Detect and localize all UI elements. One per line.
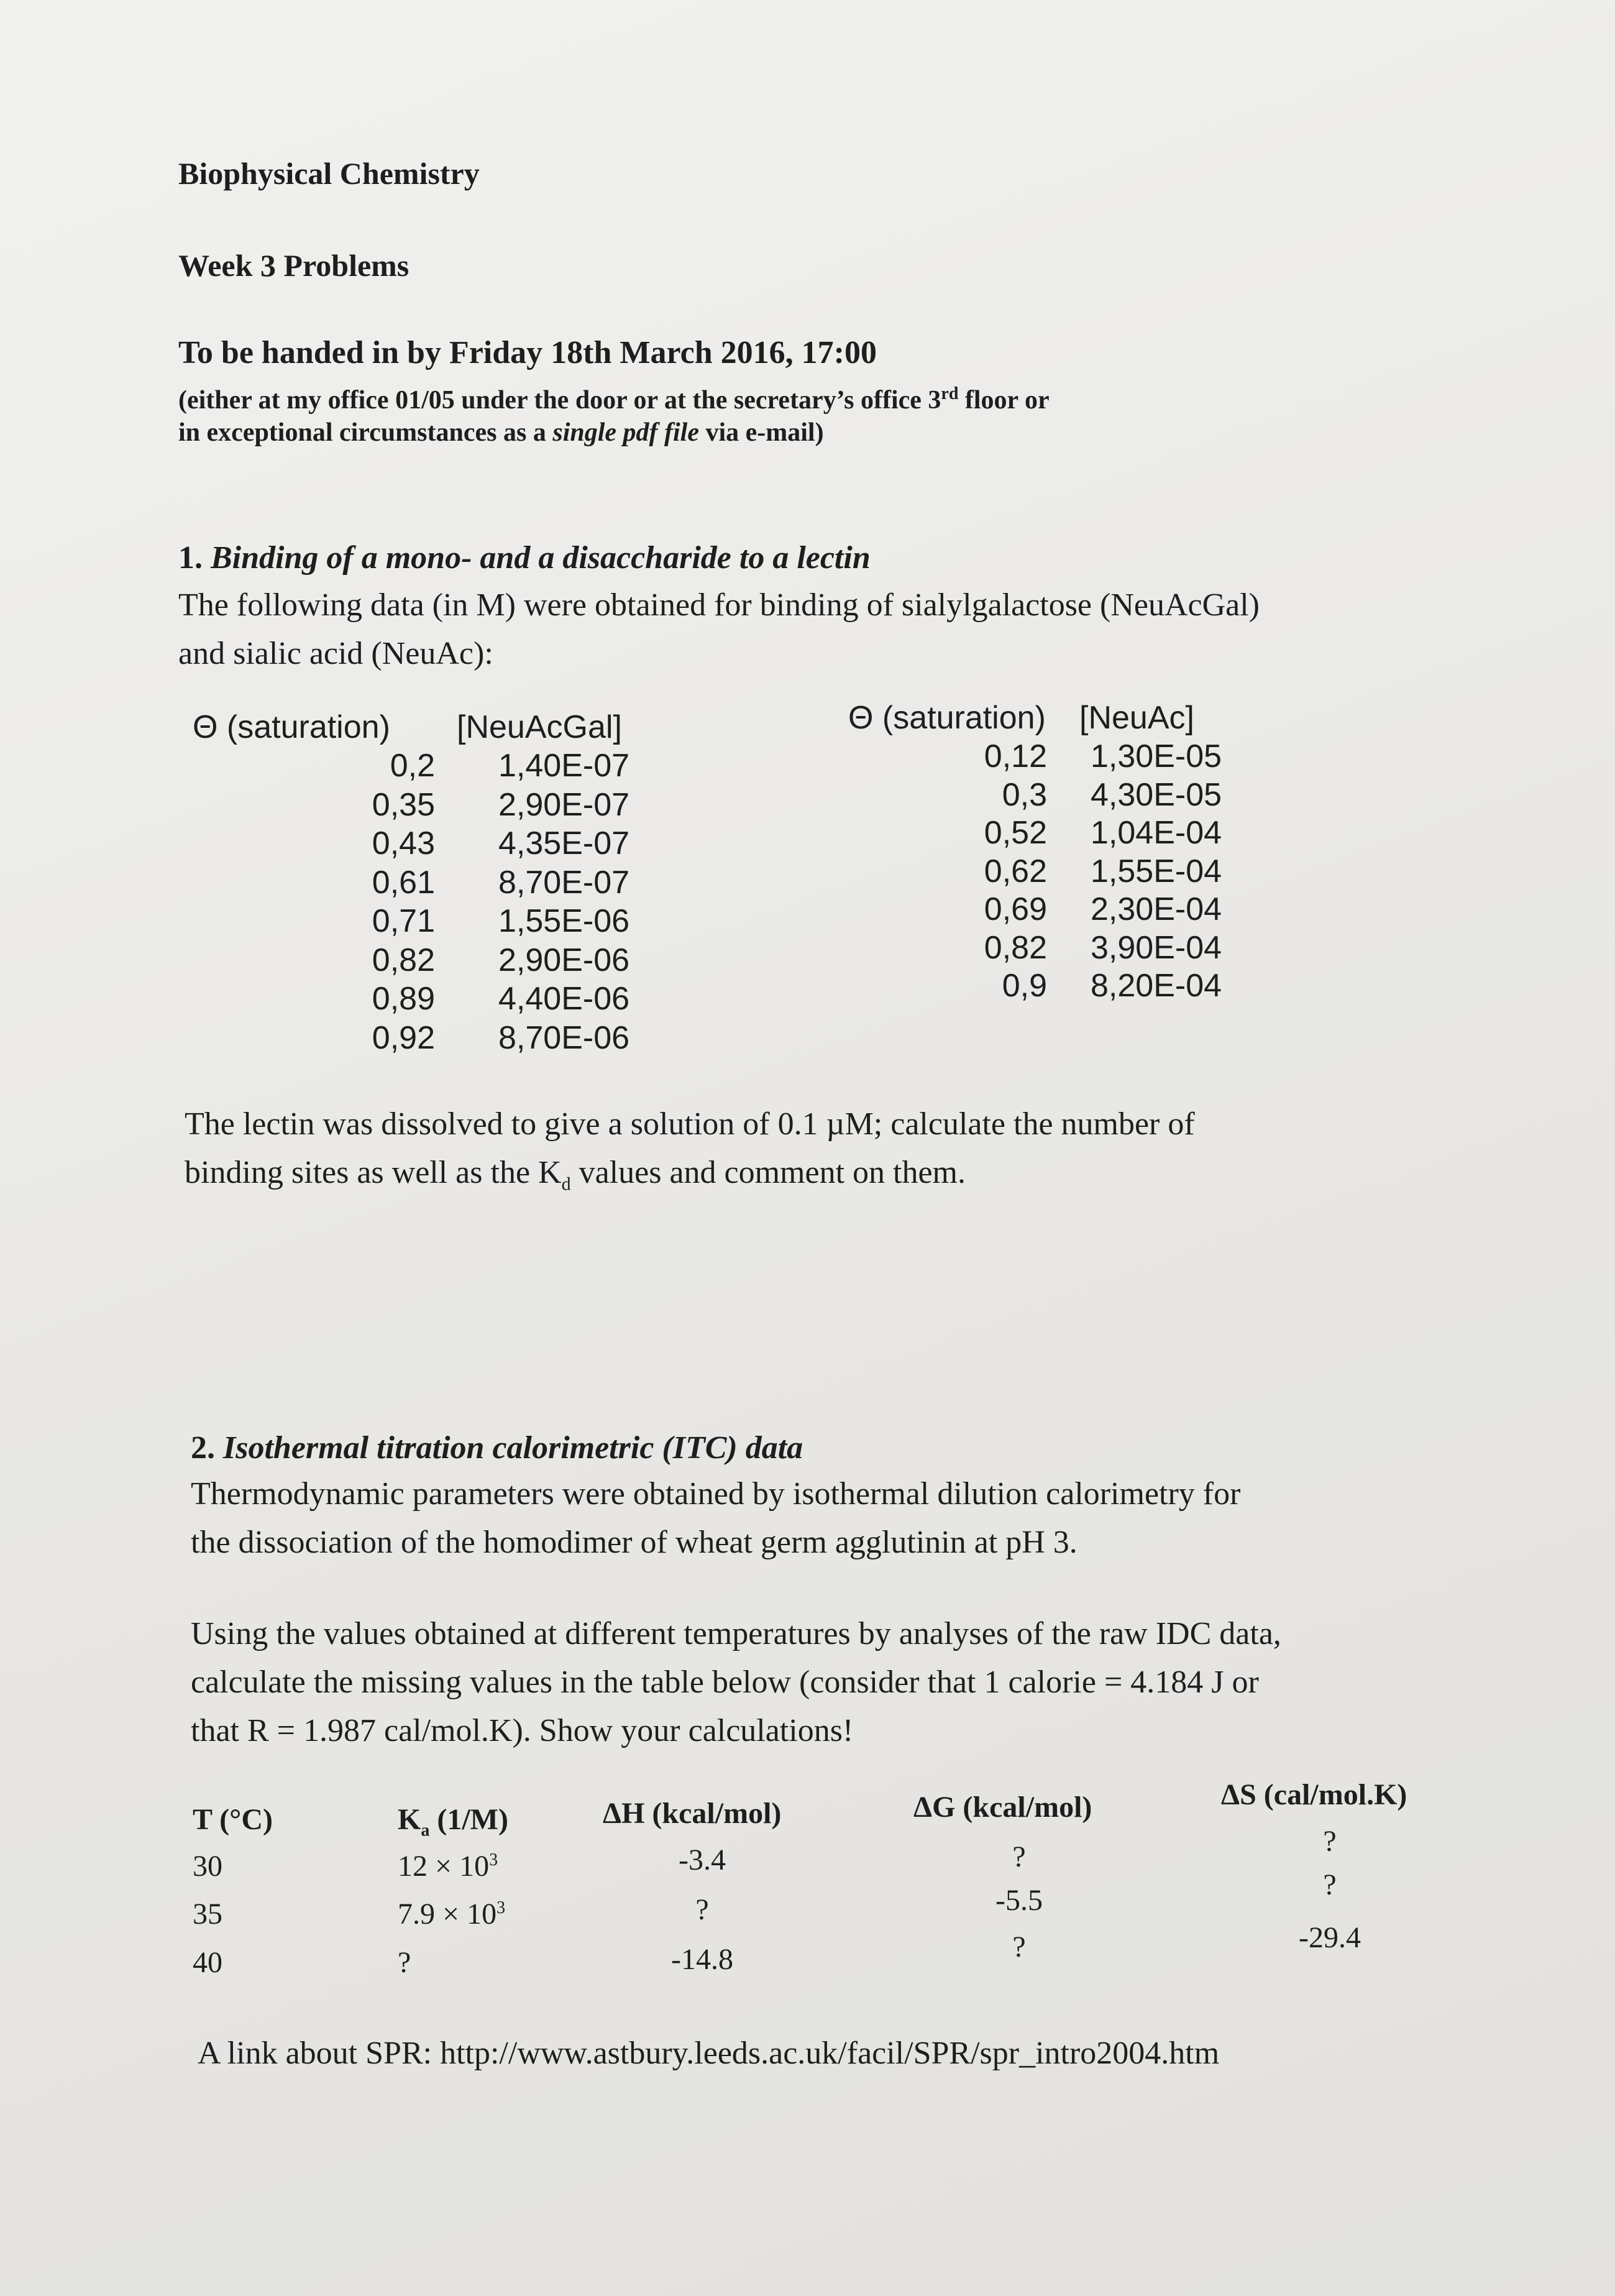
table-header-theta: Θ (saturation) [193,709,390,745]
course-title: Biophysical Chemistry [178,156,480,191]
theta-value: 0,9 [1002,968,1047,1004]
itc-dh: -3.4 [679,1844,726,1876]
theta-value: 0,2 [390,748,435,784]
theta-value: 0,61 [372,864,435,901]
itc-dg: ? [1012,1931,1026,1963]
itc-ds: -29.4 [1299,1921,1361,1954]
itc-header-ka: $K_a$ (1/M) [398,1803,508,1840]
concentration-value: 2,30E-04 [1091,891,1222,927]
week-title: Week 3 Problems [178,248,409,283]
itc-ka: $12 \times 10^3$ [398,1850,498,1883]
concentration-value: 2,90E-06 [498,942,630,978]
table-header-theta: Θ (saturation) [848,700,1046,736]
theta-value: 0,71 [372,903,435,939]
itc-header-dg: ΔG (kcal/mol) [913,1791,1092,1824]
theta-value: 0,62 [984,853,1047,889]
concentration-value: 1,40E-07 [498,748,630,784]
problem1-heading: 1. Binding of a mono- and a disaccharide to a lectin [178,540,871,576]
concentration-value: 4,35E-07 [498,825,630,861]
concentration-value: 2,90E-07 [498,786,630,823]
theta-value: 0,82 [372,942,435,978]
problem1-question-line1: The lectin was dissolved to give a solution of 0.1 µM; calculate the number of [185,1106,1195,1142]
concentration-value: 8,70E-07 [498,864,630,901]
itc-temperature: 30 [193,1850,222,1883]
problem1-intro-line1: The following data (in M) were obtained for binding of sialylgalactose (NeuAcGal) [178,587,1260,623]
theta-value: 0,3 [1002,776,1047,813]
itc-dh: ? [695,1893,709,1926]
concentration-value: 3,90E-04 [1091,929,1222,966]
itc-ka: $7.9 \times 10^3$ [398,1898,506,1931]
theta-value: 0,69 [984,891,1047,927]
concentration-value: 1,30E-05 [1091,738,1222,774]
problem2-para1-line1: Thermodynamic parameters were obtained by isothermal dilution calorimetry for [191,1476,1241,1512]
spr-link[interactable]: A link about SPR: http://www.astbury.leeds.ac.uk/facil/SPR/spr_intro2004.htm [198,2036,1220,2071]
itc-header-dh: ΔH (kcal/mol) [603,1797,782,1830]
itc-ds: ? [1323,1868,1337,1901]
neuacgal-table [193,709,665,1057]
problem2-para2-line3: that R = 1.987 cal/mol.K). Show your calculations! [191,1713,854,1748]
itc-table [193,1778,1466,1989]
problem2-para1-line2: the dissociation of the homodimer of wheat germ agglutinin at pH 3. [191,1525,1077,1560]
problem2-heading: 2. Isothermal titration calorimetric (ITC) data [191,1430,803,1466]
theta-value: 0,12 [984,738,1047,774]
theta-value: 0,35 [372,786,435,823]
itc-dg: ? [1012,1840,1026,1873]
concentration-value: 8,20E-04 [1091,968,1222,1004]
itc-header-ds: ΔS (cal/mol.K) [1221,1778,1407,1811]
concentration-value: 1,04E-04 [1091,815,1222,851]
problem2-para2-line1: Using the values obtained at different temperatures by analyses of the raw IDC data, [191,1616,1281,1651]
itc-dg: -5.5 [995,1884,1043,1917]
problem1-question-line2: binding sites as well as the $K_d$ values and comment on them. [185,1155,966,1195]
concentration-value: 4,40E-06 [498,981,630,1017]
itc-temperature: 35 [193,1898,222,1931]
itc-ds: ? [1323,1825,1337,1858]
itc-ka: ? [398,1946,411,1979]
itc-header-temperature: T (°C) [193,1803,273,1836]
theta-value: 0,43 [372,825,435,861]
problem2-para2-line2: calculate the missing values in the table below (consider that 1 calorie = 4.184 J or [191,1665,1259,1700]
concentration-value: 4,30E-05 [1091,776,1222,813]
problem1-intro-line2: and sialic acid (NeuAc): [178,636,493,671]
theta-value: 0,52 [984,815,1047,851]
concentration-value: 1,55E-06 [498,903,630,939]
table-header-conc: [NeuAc] [1079,700,1194,736]
deadline: To be handed in by Friday 18th March 2016, 17:00 [178,335,877,370]
neuac-table [848,699,1320,1022]
deadline-note-line2: in exceptional circumstances as a single pdf file via e-mail) [178,418,824,447]
deadline-note-line1: (either at my office 01/05 under the door or at the secretary’s office 3rd floor or [178,384,1050,415]
concentration-value: 1,55E-04 [1091,853,1222,889]
table-header-conc: [NeuAcGal] [457,709,622,745]
theta-value: 0,92 [372,1019,435,1056]
theta-value: 0,89 [372,981,435,1017]
concentration-value: 8,70E-06 [498,1019,630,1056]
theta-value: 0,82 [984,929,1047,966]
itc-temperature: 40 [193,1946,222,1979]
itc-dh: -14.8 [671,1943,733,1976]
